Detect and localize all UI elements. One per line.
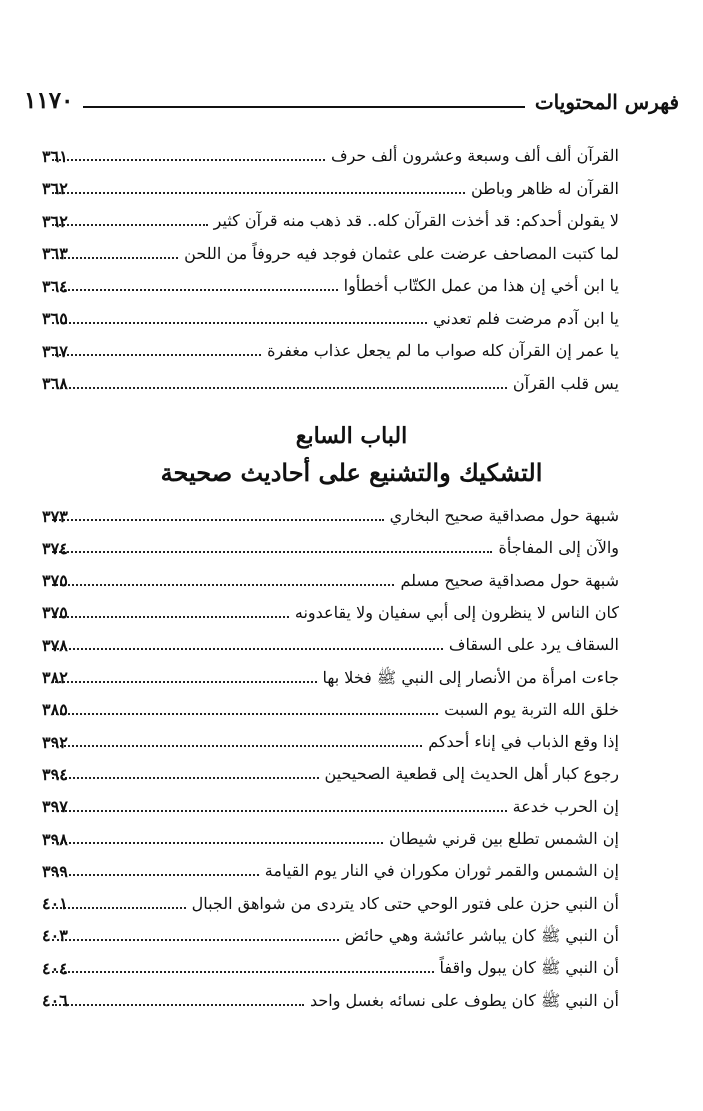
entry-page-number: ٣٨٢ xyxy=(42,668,68,687)
dot-leader xyxy=(52,159,325,161)
entry-title: إن الشمس تطلع بين قرني شيطان xyxy=(389,829,619,848)
dot-leader xyxy=(52,939,339,941)
toc-entry xyxy=(42,988,619,1014)
toc-entry xyxy=(42,208,619,234)
entry-page-number: ٤٠٣ xyxy=(42,926,68,946)
toc-entry xyxy=(42,923,619,949)
entry-title: والآن إلى المفاجأة xyxy=(498,538,619,558)
entry-page-number: ٤٠١ xyxy=(42,894,68,914)
entry-title: شبهة حول مصداقية صحيح البخاري xyxy=(389,506,619,525)
entry-title: يا ابن آدم مرضت فلم تعدني xyxy=(433,308,619,328)
toc-entry xyxy=(42,697,619,723)
toc-entry xyxy=(42,273,619,299)
entry-page-number: ٣٧٤ xyxy=(42,538,68,558)
entry-page-number: ٣٦٥ xyxy=(42,309,68,328)
header-title: فهرس المحتويات xyxy=(534,90,679,114)
entry-title: لما كتبت المصاحف عرضت على عثمان فوجد فيه حروفاً من اللحن xyxy=(184,243,619,263)
entry-title: أن النبي ﷺ كان يبول واقفاً xyxy=(439,958,619,978)
entry-title: خلق الله التربة يوم السبت xyxy=(444,699,619,719)
entry-title: إن الشمس والقمر ثوران مكوران في النار يوم القيامة xyxy=(264,861,619,881)
dot-leader xyxy=(52,971,434,973)
entry-title: يس قلب القرآن xyxy=(512,373,619,393)
toc-entry xyxy=(42,241,619,267)
dot-leader xyxy=(52,648,443,650)
entry-page-number: ٣٧٥ xyxy=(42,571,68,591)
toc-entry xyxy=(42,143,619,169)
toc-entry xyxy=(42,826,619,852)
toc-entry xyxy=(42,955,619,981)
entry-page-number: ٣٦٢ xyxy=(42,179,68,198)
entry-page-number: ٣٩٧ xyxy=(42,797,68,817)
toc-entry xyxy=(42,891,619,917)
entry-title: جاءت امرأة من الأنصار إلى النبي ﷺ فخلا بها xyxy=(322,667,619,687)
entry-page-number: ٣٦٧ xyxy=(42,341,68,361)
entry-title: السقاف يرد على السقاف xyxy=(448,635,619,655)
dot-leader xyxy=(52,1004,304,1006)
toc-entry xyxy=(42,371,619,397)
toc-entry xyxy=(42,632,619,658)
entry-page-number: ٤٠٦ xyxy=(42,991,68,1010)
entry-page-number: ٣٩٨ xyxy=(42,829,68,849)
dot-leader xyxy=(52,551,492,553)
entry-page-number: ٣٩٢ xyxy=(42,732,68,752)
dot-leader xyxy=(52,810,507,812)
toc-entry xyxy=(42,176,619,202)
entry-page-number: ٣٨٥ xyxy=(42,700,68,720)
toc-entry xyxy=(42,665,619,691)
dot-leader xyxy=(52,519,384,521)
entry-title: إذا وقع الذباب في إناء أحدكم xyxy=(428,732,619,752)
toc-entry xyxy=(42,338,619,364)
entry-title: كان الناس لا ينظرون إلى أبي سفيان ولا يقاعدونه xyxy=(294,602,619,622)
header-rule xyxy=(83,106,524,108)
running-header xyxy=(24,82,679,112)
toc-entry xyxy=(42,535,619,561)
entry-title: رجوع كبار أهل الحديث إلى قطعية الصحيحين xyxy=(324,764,619,784)
toc-entry xyxy=(42,794,619,820)
page-number: ١١٧٠ xyxy=(24,87,74,114)
entry-page-number: ٣٩٩ xyxy=(42,861,68,881)
dot-leader xyxy=(52,584,394,586)
entry-page-number: ٣٦١ xyxy=(42,146,68,166)
toc-entry xyxy=(42,600,619,626)
entry-title: يا ابن أخي إن هذا من عمل الكتّاب أخطأوا xyxy=(343,276,619,295)
toc-entry xyxy=(42,306,619,332)
toc-entry xyxy=(42,568,619,594)
dot-leader xyxy=(52,616,289,618)
dot-leader xyxy=(52,842,383,844)
entry-page-number: ٣٦٤ xyxy=(42,276,68,296)
dot-leader xyxy=(52,745,422,747)
entry-title: القرآن ألف ألف وسبعة وعشرون ألف حرف xyxy=(330,146,619,165)
dot-leader xyxy=(52,387,507,389)
dot-leader xyxy=(52,713,438,715)
entry-title: أن النبي ﷺ كان يطوف على نسائه بغسل واحد xyxy=(309,990,619,1010)
dot-leader xyxy=(52,681,317,683)
dot-leader xyxy=(52,289,338,291)
entry-title: أن النبي ﷺ كان يباشر عائشة وهي حائض xyxy=(344,925,619,945)
dot-leader xyxy=(52,777,319,779)
entry-page-number: ٣٩٤ xyxy=(42,764,68,784)
entry-page-number: ٣٧٣ xyxy=(42,506,68,526)
entry-page-number: ٤٠٤ xyxy=(42,958,68,978)
chapter-title: التشكيك والتشنيع على أحاديث صحيحة xyxy=(160,458,543,487)
entry-title: القرآن له ظاهر وباطن xyxy=(471,178,619,198)
toc-entry xyxy=(42,858,619,884)
entry-title: شبهة حول مصداقية صحيح مسلم xyxy=(400,570,619,590)
toc-entry xyxy=(42,503,619,529)
toc-entry xyxy=(42,729,619,755)
entry-title: يا عمر إن القرآن كله صواب ما لم يجعل عذاب مغفرة xyxy=(267,341,619,360)
entry-page-number: ٣٦٨ xyxy=(42,374,68,393)
entry-title: إن الحرب خدعة xyxy=(512,796,619,816)
entry-page-number: ٣٦٢ xyxy=(42,211,68,231)
entry-page-number: ٣٦٣ xyxy=(42,244,68,263)
dot-leader xyxy=(52,322,427,324)
toc-entry xyxy=(42,761,619,787)
dot-leader xyxy=(52,192,465,194)
chapter-label: الباب السابع xyxy=(295,423,408,449)
entry-title: لا يقولن أحدكم: قد أخذت القرآن كله.. قد ذهب منه قرآن كثير xyxy=(213,211,619,230)
entry-page-number: ٣٧٥ xyxy=(42,603,68,623)
entry-page-number: ٣٧٨ xyxy=(42,635,68,655)
entry-title: أن النبي حزن على فتور الوحي حتى كاد يتردى من شواهق الجبال xyxy=(191,893,619,913)
